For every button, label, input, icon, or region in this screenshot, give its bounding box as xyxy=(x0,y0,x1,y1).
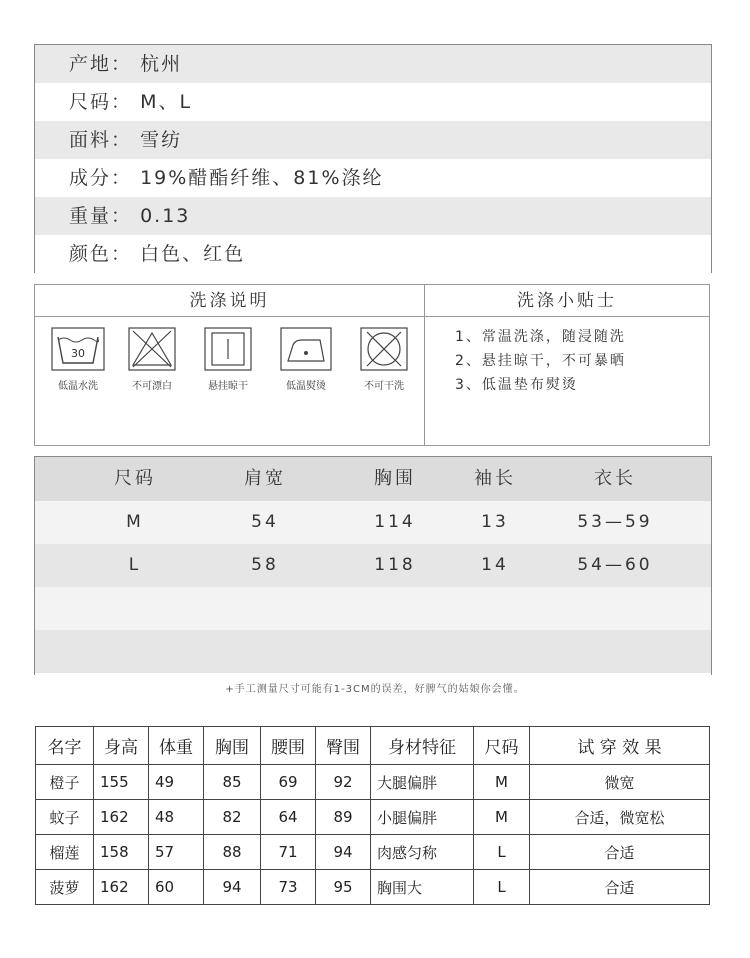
symbol-caption: 不可漂白 xyxy=(132,381,172,392)
info-value: 雪纺 xyxy=(140,129,183,151)
fitting-header-cell: 体重 xyxy=(149,727,204,765)
fitting-cell: 162 xyxy=(94,870,149,905)
size-header-cell: 胸围 xyxy=(374,468,416,489)
info-row-origin xyxy=(35,45,711,83)
fitting-cell: L xyxy=(474,870,530,905)
symbol-caption: 悬挂晾干 xyxy=(208,381,248,392)
no-dry-clean-icon xyxy=(360,327,408,371)
size-cell: 114 xyxy=(374,512,416,532)
fitting-cell: M xyxy=(474,765,530,800)
wash-tips-list xyxy=(455,325,626,397)
fitting-header-cell: 胸围 xyxy=(204,727,261,765)
fitting-cell: 82 xyxy=(204,800,261,835)
no-bleach-icon xyxy=(128,327,176,371)
fitting-header-cell: 尺码 xyxy=(474,727,530,765)
info-row-weight xyxy=(35,197,711,235)
fitting-cell: 蚊子 xyxy=(36,800,94,835)
fitting-row xyxy=(36,765,710,800)
fitting-table xyxy=(35,726,710,905)
info-row-composition xyxy=(35,159,711,197)
size-row-empty xyxy=(35,587,711,630)
size-cell: M xyxy=(126,512,144,532)
fitting-header-cell: 腰围 xyxy=(261,727,316,765)
size-row-empty xyxy=(35,630,711,673)
fitting-cell: 57 xyxy=(149,835,204,870)
info-value: 杭州 xyxy=(140,53,183,75)
fitting-cell: 肉感匀称 xyxy=(371,835,474,870)
fitting-cell: 49 xyxy=(149,765,204,800)
fitting-header-cell: 名字 xyxy=(36,727,94,765)
wash-30-icon xyxy=(51,327,105,371)
wash-symbol xyxy=(41,327,115,392)
wash-symbols xyxy=(35,317,425,445)
wash-symbol xyxy=(191,327,265,392)
fitting-row xyxy=(36,870,710,905)
fitting-header-cell: 臀围 xyxy=(316,727,371,765)
fitting-cell: 155 xyxy=(94,765,149,800)
low-iron-icon xyxy=(280,327,332,371)
info-value: M、L xyxy=(140,91,193,113)
fitting-cell: 小腿偏胖 xyxy=(371,800,474,835)
info-label: 面料： xyxy=(69,129,133,151)
fitting-cell: 合适 xyxy=(530,870,710,905)
fitting-cell: 菠萝 xyxy=(36,870,94,905)
wash-panel xyxy=(34,284,710,446)
info-value: 0.13 xyxy=(140,205,191,227)
fitting-header-cell: 试 穿 效 果 xyxy=(530,727,710,765)
fitting-cell: 榴莲 xyxy=(36,835,94,870)
fitting-cell: 88 xyxy=(204,835,261,870)
wash-symbol xyxy=(115,327,189,392)
fitting-row xyxy=(36,835,710,870)
fitting-cell: 158 xyxy=(94,835,149,870)
info-label: 颜色： xyxy=(69,243,133,265)
symbol-caption: 低温水洗 xyxy=(58,381,98,392)
fitting-cell: 94 xyxy=(316,835,371,870)
fitting-cell: 162 xyxy=(94,800,149,835)
info-value: 白色、红色 xyxy=(140,243,246,265)
info-row-color xyxy=(35,235,711,273)
size-header-cell: 尺码 xyxy=(114,468,156,489)
fitting-cell: M xyxy=(474,800,530,835)
size-row xyxy=(35,544,711,587)
symbol-caption: 低温熨烫 xyxy=(286,381,326,392)
size-header-cell: 肩宽 xyxy=(244,468,286,489)
size-header-cell: 袖长 xyxy=(474,468,516,489)
wash-symbol xyxy=(269,327,343,392)
fitting-cell: 48 xyxy=(149,800,204,835)
size-cell: 54—60 xyxy=(577,555,653,575)
size-cell: 14 xyxy=(481,555,509,575)
fitting-cell: 胸围大 xyxy=(371,870,474,905)
product-info-panel xyxy=(34,44,712,273)
fitting-cell: 大腿偏胖 xyxy=(371,765,474,800)
fitting-header-cell: 身高 xyxy=(94,727,149,765)
info-row-fabric xyxy=(35,121,711,159)
info-label: 产地： xyxy=(69,53,133,75)
hang-dry-icon xyxy=(204,327,252,371)
fitting-cell: 94 xyxy=(204,870,261,905)
size-cell: 53—59 xyxy=(577,512,653,532)
size-header-cell: 衣长 xyxy=(594,468,636,489)
size-cell: 118 xyxy=(374,555,416,575)
wash-instructions-title: 洗涤说明 xyxy=(35,285,425,317)
wash-temperature: 30 xyxy=(71,347,85,360)
size-chart xyxy=(34,456,712,675)
fitting-cell: 71 xyxy=(261,835,316,870)
fitting-cell: 合适 xyxy=(530,835,710,870)
size-cell: L xyxy=(128,555,142,575)
size-cell: 58 xyxy=(251,555,279,575)
wash-tips-title: 洗涤小贴士 xyxy=(425,285,709,317)
size-cell: 54 xyxy=(251,512,279,532)
fitting-row xyxy=(36,800,710,835)
info-value: 19%醋酯纤维、81%涤纶 xyxy=(140,167,384,189)
wash-symbol xyxy=(347,327,421,392)
fitting-cell: 69 xyxy=(261,765,316,800)
fitting-header-cell: 身材特征 xyxy=(371,727,474,765)
info-label: 尺码： xyxy=(69,91,133,113)
fitting-cell: 微宽 xyxy=(530,765,710,800)
fitting-cell: 89 xyxy=(316,800,371,835)
info-label: 成分： xyxy=(69,167,133,189)
size-row xyxy=(35,501,711,544)
fitting-cell: L xyxy=(474,835,530,870)
wash-tip: 3、低温垫布熨烫 xyxy=(455,377,578,393)
wash-tip: 2、悬挂晾干，不可暴晒 xyxy=(455,353,626,369)
fitting-cell: 92 xyxy=(316,765,371,800)
fitting-cell: 73 xyxy=(261,870,316,905)
fitting-cell: 85 xyxy=(204,765,261,800)
fitting-cell: 60 xyxy=(149,870,204,905)
info-row-size xyxy=(35,83,711,121)
fitting-cell: 合适，微宽松 xyxy=(530,800,710,835)
symbol-caption: 不可干洗 xyxy=(364,381,404,392)
measurement-note: +手工测量尺寸可能有1-3CM的误差，好脾气的姑娘你会懂。 xyxy=(225,684,525,695)
size-chart-header xyxy=(35,457,711,501)
fitting-cell: 橙子 xyxy=(36,765,94,800)
fitting-cell: 95 xyxy=(316,870,371,905)
info-label: 重量： xyxy=(69,205,133,227)
size-cell: 13 xyxy=(481,512,509,532)
fitting-header-row xyxy=(36,727,710,765)
wash-tip: 1、常温洗涤，随浸随洗 xyxy=(455,329,626,345)
fitting-cell: 64 xyxy=(261,800,316,835)
